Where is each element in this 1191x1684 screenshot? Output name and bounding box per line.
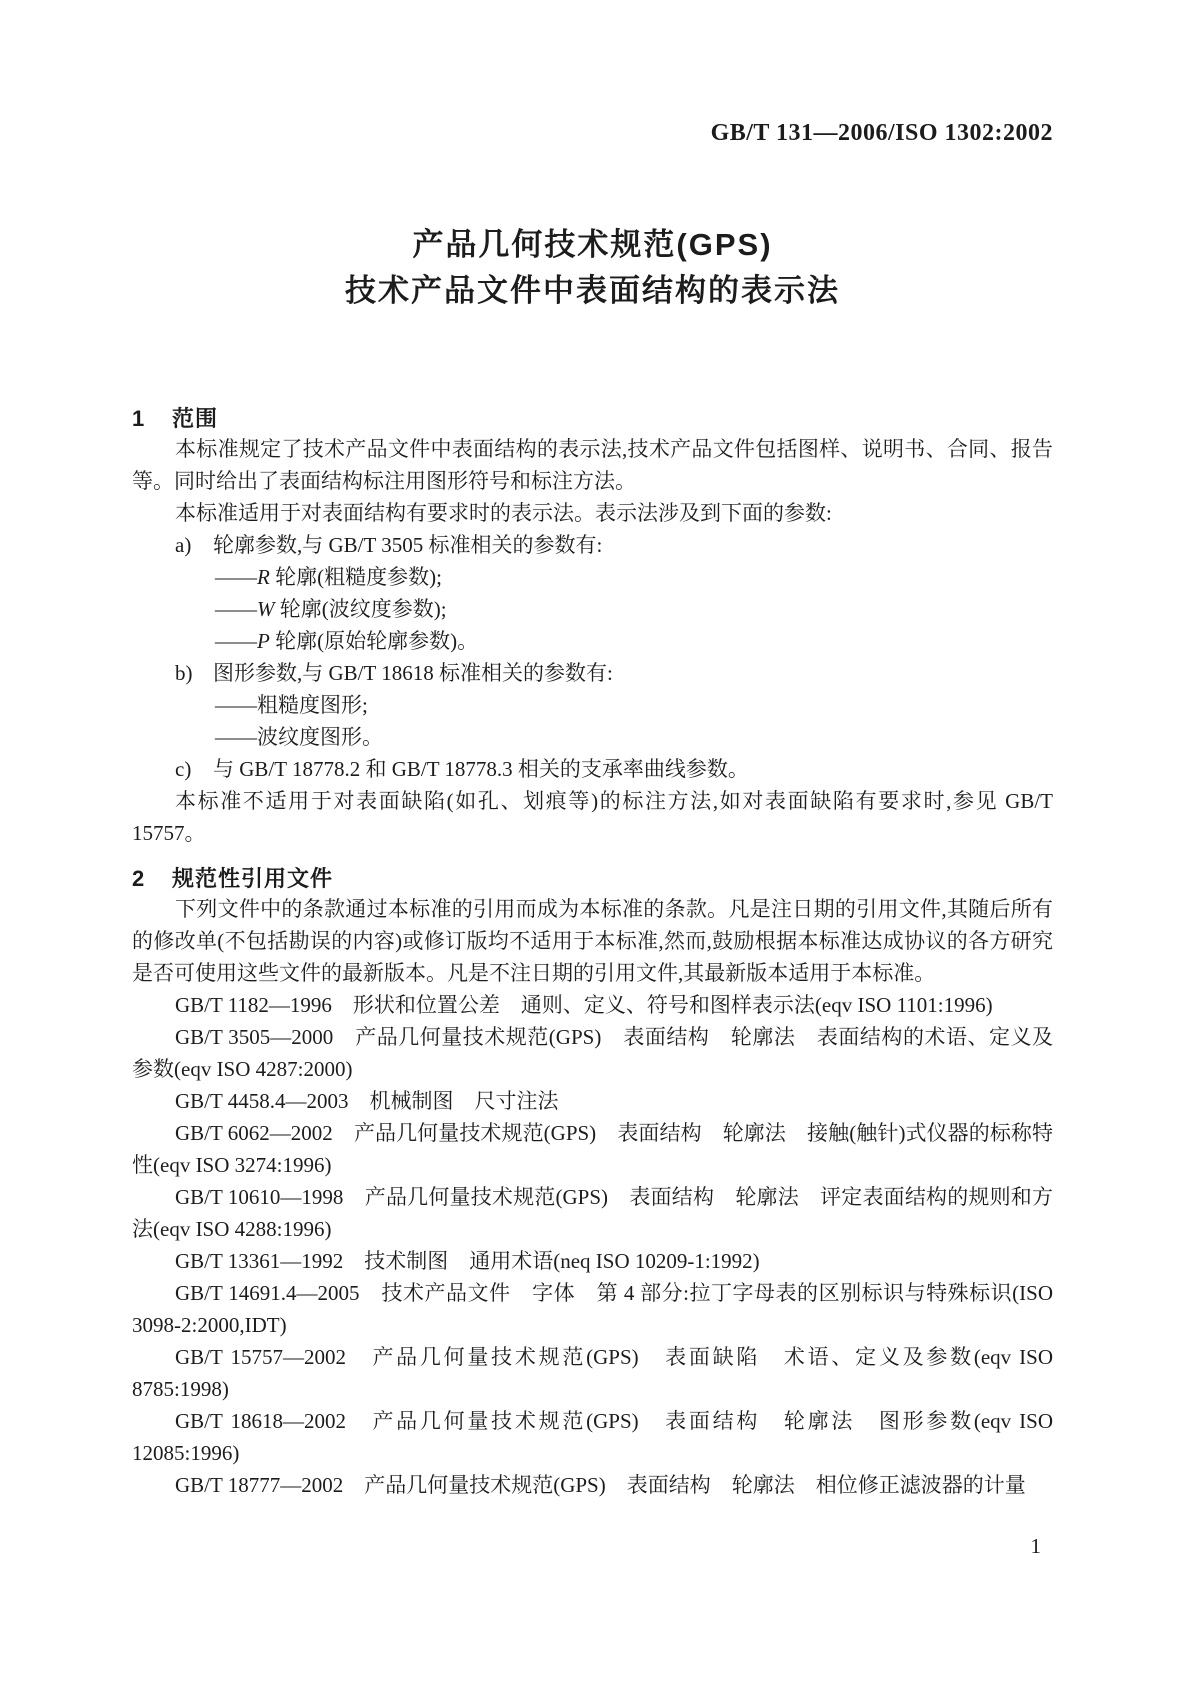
list-item-c [132, 753, 1053, 785]
document-title [132, 222, 1053, 314]
list-subitem-p-profile [132, 625, 1053, 657]
list-item-c-label: c) [175, 757, 192, 781]
list-item-b [132, 657, 1053, 689]
list-subitem-r-profile [132, 561, 1053, 593]
section-1-paragraph-3: 本标准不适用于对表面缺陷(如孔、划痕等)的标注方法,如对表面缺陷有要求时,参见 GB/T 15757。 [132, 789, 1053, 845]
list-subitem-waviness-motif [132, 721, 1053, 753]
list-item-c-text: 与 GB/T 18778.2 和 GB/T 18778.3 相关的支承率曲线参数。 [213, 757, 749, 781]
list-subitem-waviness-text: 波纹度图形。 [257, 725, 383, 749]
list-item-a-text: 轮廓参数,与 GB/T 3505 标准相关的参数有: [213, 533, 603, 557]
reference-entry: GB/T 14691.4—2005 技术产品文件 字体 第 4 部分:拉丁字母表的区别标识与特殊标识(ISO 3098-2:2000,IDT) [132, 1281, 1053, 1337]
dash-marker: —— [215, 629, 257, 653]
list-subitem-w-text: 轮廓(波纹度参数); [274, 597, 447, 621]
parameter-symbol-p: P [257, 629, 270, 653]
reference-entry: GB/T 10610—1998 产品几何量技术规范(GPS) 表面结构 轮廓法 评定表面结构的规则和方法(eqv ISO 4288:1996) [132, 1185, 1053, 1241]
section-2-heading [132, 865, 1053, 893]
dash-marker: —— [215, 725, 257, 749]
reference-entry: GB/T 3505—2000 产品几何量技术规范(GPS) 表面结构 轮廓法 表面结构的术语、定义及参数(eqv ISO 4287:2000) [132, 1025, 1053, 1081]
parameter-symbol-r: R [257, 565, 270, 589]
list-item-b-label: b) [175, 661, 193, 685]
section-2-title: 规范性引用文件 [172, 866, 334, 891]
reference-entry: GB/T 6062—2002 产品几何量技术规范(GPS) 表面结构 轮廓法 接触(触针)式仪器的标称特性(eqv ISO 3274:1996) [132, 1121, 1053, 1177]
list-subitem-r-text: 轮廓(粗糙度参数); [269, 565, 442, 589]
reference-entry: GB/T 18618—2002 产品几何量技术规范(GPS) 表面结构 轮廓法 图形参数(eqv ISO 12085:1996) [132, 1409, 1053, 1465]
parameter-symbol-w: W [257, 597, 275, 621]
dash-marker: —— [215, 693, 257, 717]
section-1-number: 1 [132, 406, 146, 431]
reference-entry: GB/T 15757—2002 产品几何量技术规范(GPS) 表面缺陷 术语、定义及参数(eqv ISO 8785:1998) [132, 1345, 1053, 1401]
list-subitem-roughness-text: 粗糙度图形; [257, 693, 368, 717]
reference-entry: GB/T 18777—2002 产品几何量技术规范(GPS) 表面结构 轮廓法 相位修正滤波器的计量 [175, 1473, 1026, 1497]
reference-entry: GB/T 1182—1996 形状和位置公差 通则、定义、符号和图样表示法(eqv ISO 1101:1996) [175, 993, 993, 1017]
standard-code-header: GB/T 131—2006/ISO 1302:2002 [710, 120, 1053, 146]
reference-entry: GB/T 4458.4—2003 机械制图 尺寸注法 [175, 1089, 559, 1113]
section-2-paragraph-1: 下列文件中的条款通过本标准的引用而成为本标准的条款。凡是注日期的引用文件,其随后所有的修改单(不包括勘误的内容)或修订版均不适用于本标准,然而,鼓励根据本标准达成协议的各方研究是否可使用这些文件的最新版本。凡是不注日期的引用文件,其最新版本适用于本标准。 [132, 897, 1053, 985]
title-line-2: 技术产品文件中表面结构的表示法 [345, 273, 840, 308]
list-item-b-text: 图形参数,与 GB/T 18618 标准相关的参数有: [213, 661, 613, 685]
list-item-a [132, 529, 1053, 561]
reference-entry: GB/T 13361—1992 技术制图 通用术语(neq ISO 10209-1:1992) [175, 1249, 760, 1273]
dash-marker: —— [215, 565, 257, 589]
list-item-a-label: a) [175, 533, 192, 557]
page-number: 1 [1030, 1534, 1041, 1558]
section-1-heading [132, 405, 1053, 433]
section-1-paragraph-2: 本标准适用于对表面结构有要求时的表示法。表示法涉及到下面的参数: [175, 501, 832, 525]
list-subitem-p-text: 轮廓(原始轮廓参数)。 [269, 629, 479, 653]
section-1-title: 范围 [172, 406, 219, 431]
list-subitem-w-profile [132, 593, 1053, 625]
title-line-1: 产品几何技术规范(GPS) [412, 227, 773, 262]
dash-marker: —— [215, 597, 257, 621]
section-1-paragraph-1: 本标准规定了技术产品文件中表面结构的表示法,技术产品文件包括图样、说明书、合同、报告等。同时给出了表面结构标注用图形符号和标注方法。 [132, 437, 1053, 493]
list-subitem-roughness-motif [132, 689, 1053, 721]
section-2-number: 2 [132, 866, 146, 891]
